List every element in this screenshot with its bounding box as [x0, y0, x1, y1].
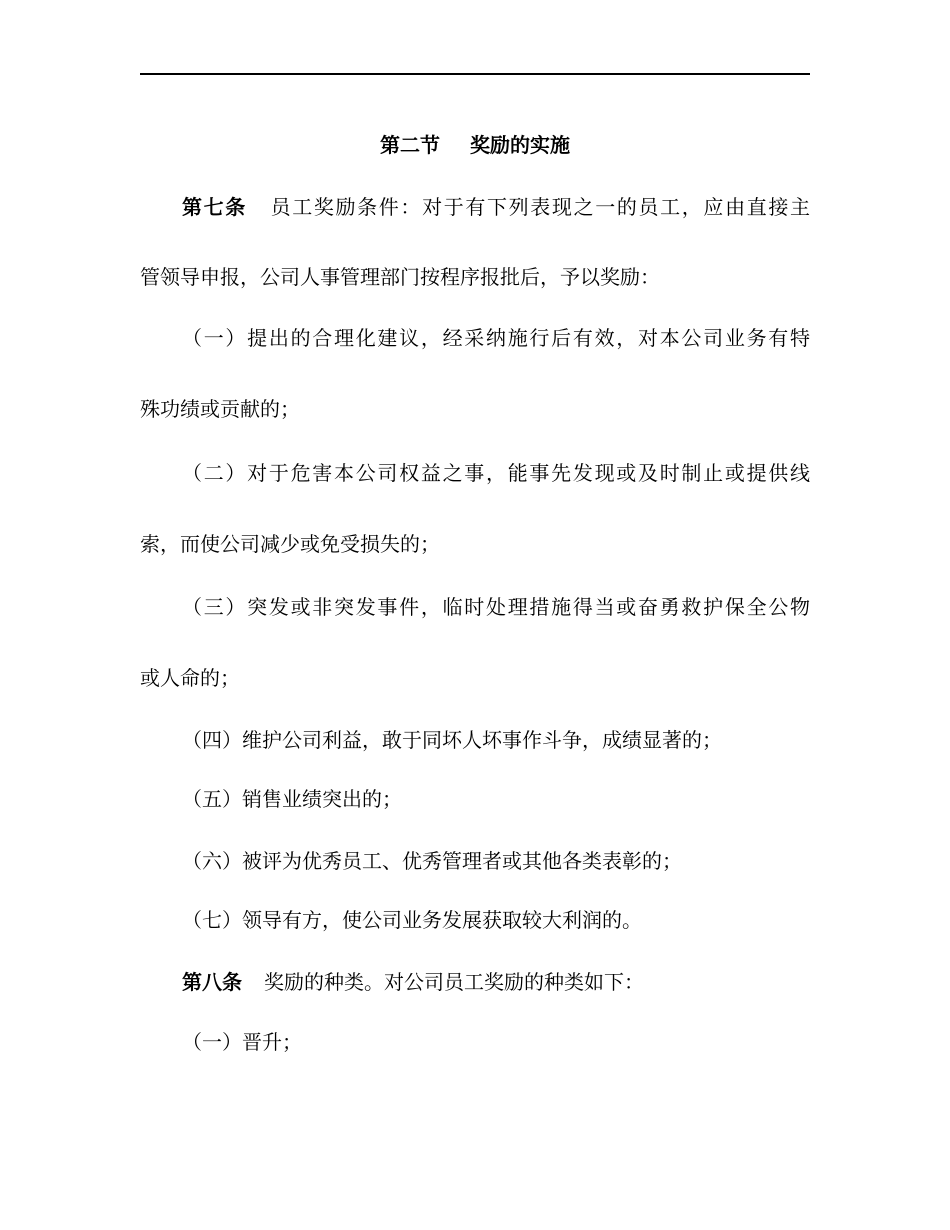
article7-item-2-line1: （二）对于危害本公司权益之事，能事先发现或及时制止或提供线 [182, 461, 810, 485]
article8-intro: 第八条 奖励的种类。对公司员工奖励的种类如下： [182, 970, 644, 994]
article7-item-6: （六）被评为优秀员工、优秀管理者或其他各类表彰的； [182, 849, 682, 873]
section-title [140, 133, 810, 157]
article7-item-1-line1: （一）提出的合理化建议，经采纳施行后有效，对本公司业务有特 [182, 326, 810, 350]
article7-item-7: （七）领导有方，使公司业务发展获取较大利润的。 [182, 908, 642, 932]
article7-intro-line1: 第七条 员工奖励条件：对于有下列表现之一的员工，应由直接主 [182, 195, 811, 219]
article7-item-3-line1: （三）突发或非突发事件，临时处理措施得当或奋勇救护保全公物 [182, 595, 810, 619]
header-rule [140, 73, 810, 75]
article7-intro-line2: 管领导申报，公司人事管理部门按程序报批后，予以奖励： [140, 265, 660, 289]
article7-item-5: （五）销售业绩突出的； [182, 787, 402, 811]
article7-item-3-line2: 或人命的； [140, 666, 240, 690]
article7-item-2-line2: 索，而使公司减少或免受损失的； [140, 532, 440, 556]
section-heading: 奖励的实施 [470, 133, 570, 157]
article8-item-1: （一）晋升； [182, 1030, 302, 1054]
article7-item-4: （四）维护公司利益，敢于同坏人坏事作斗争，成绩显著的； [182, 728, 722, 752]
article8-label: 第八条 [182, 970, 242, 994]
article7-label: 第七条 [182, 195, 247, 219]
section-number: 第二节 [380, 133, 440, 157]
article7-item-1-line2: 殊功绩或贡献的； [140, 397, 300, 421]
